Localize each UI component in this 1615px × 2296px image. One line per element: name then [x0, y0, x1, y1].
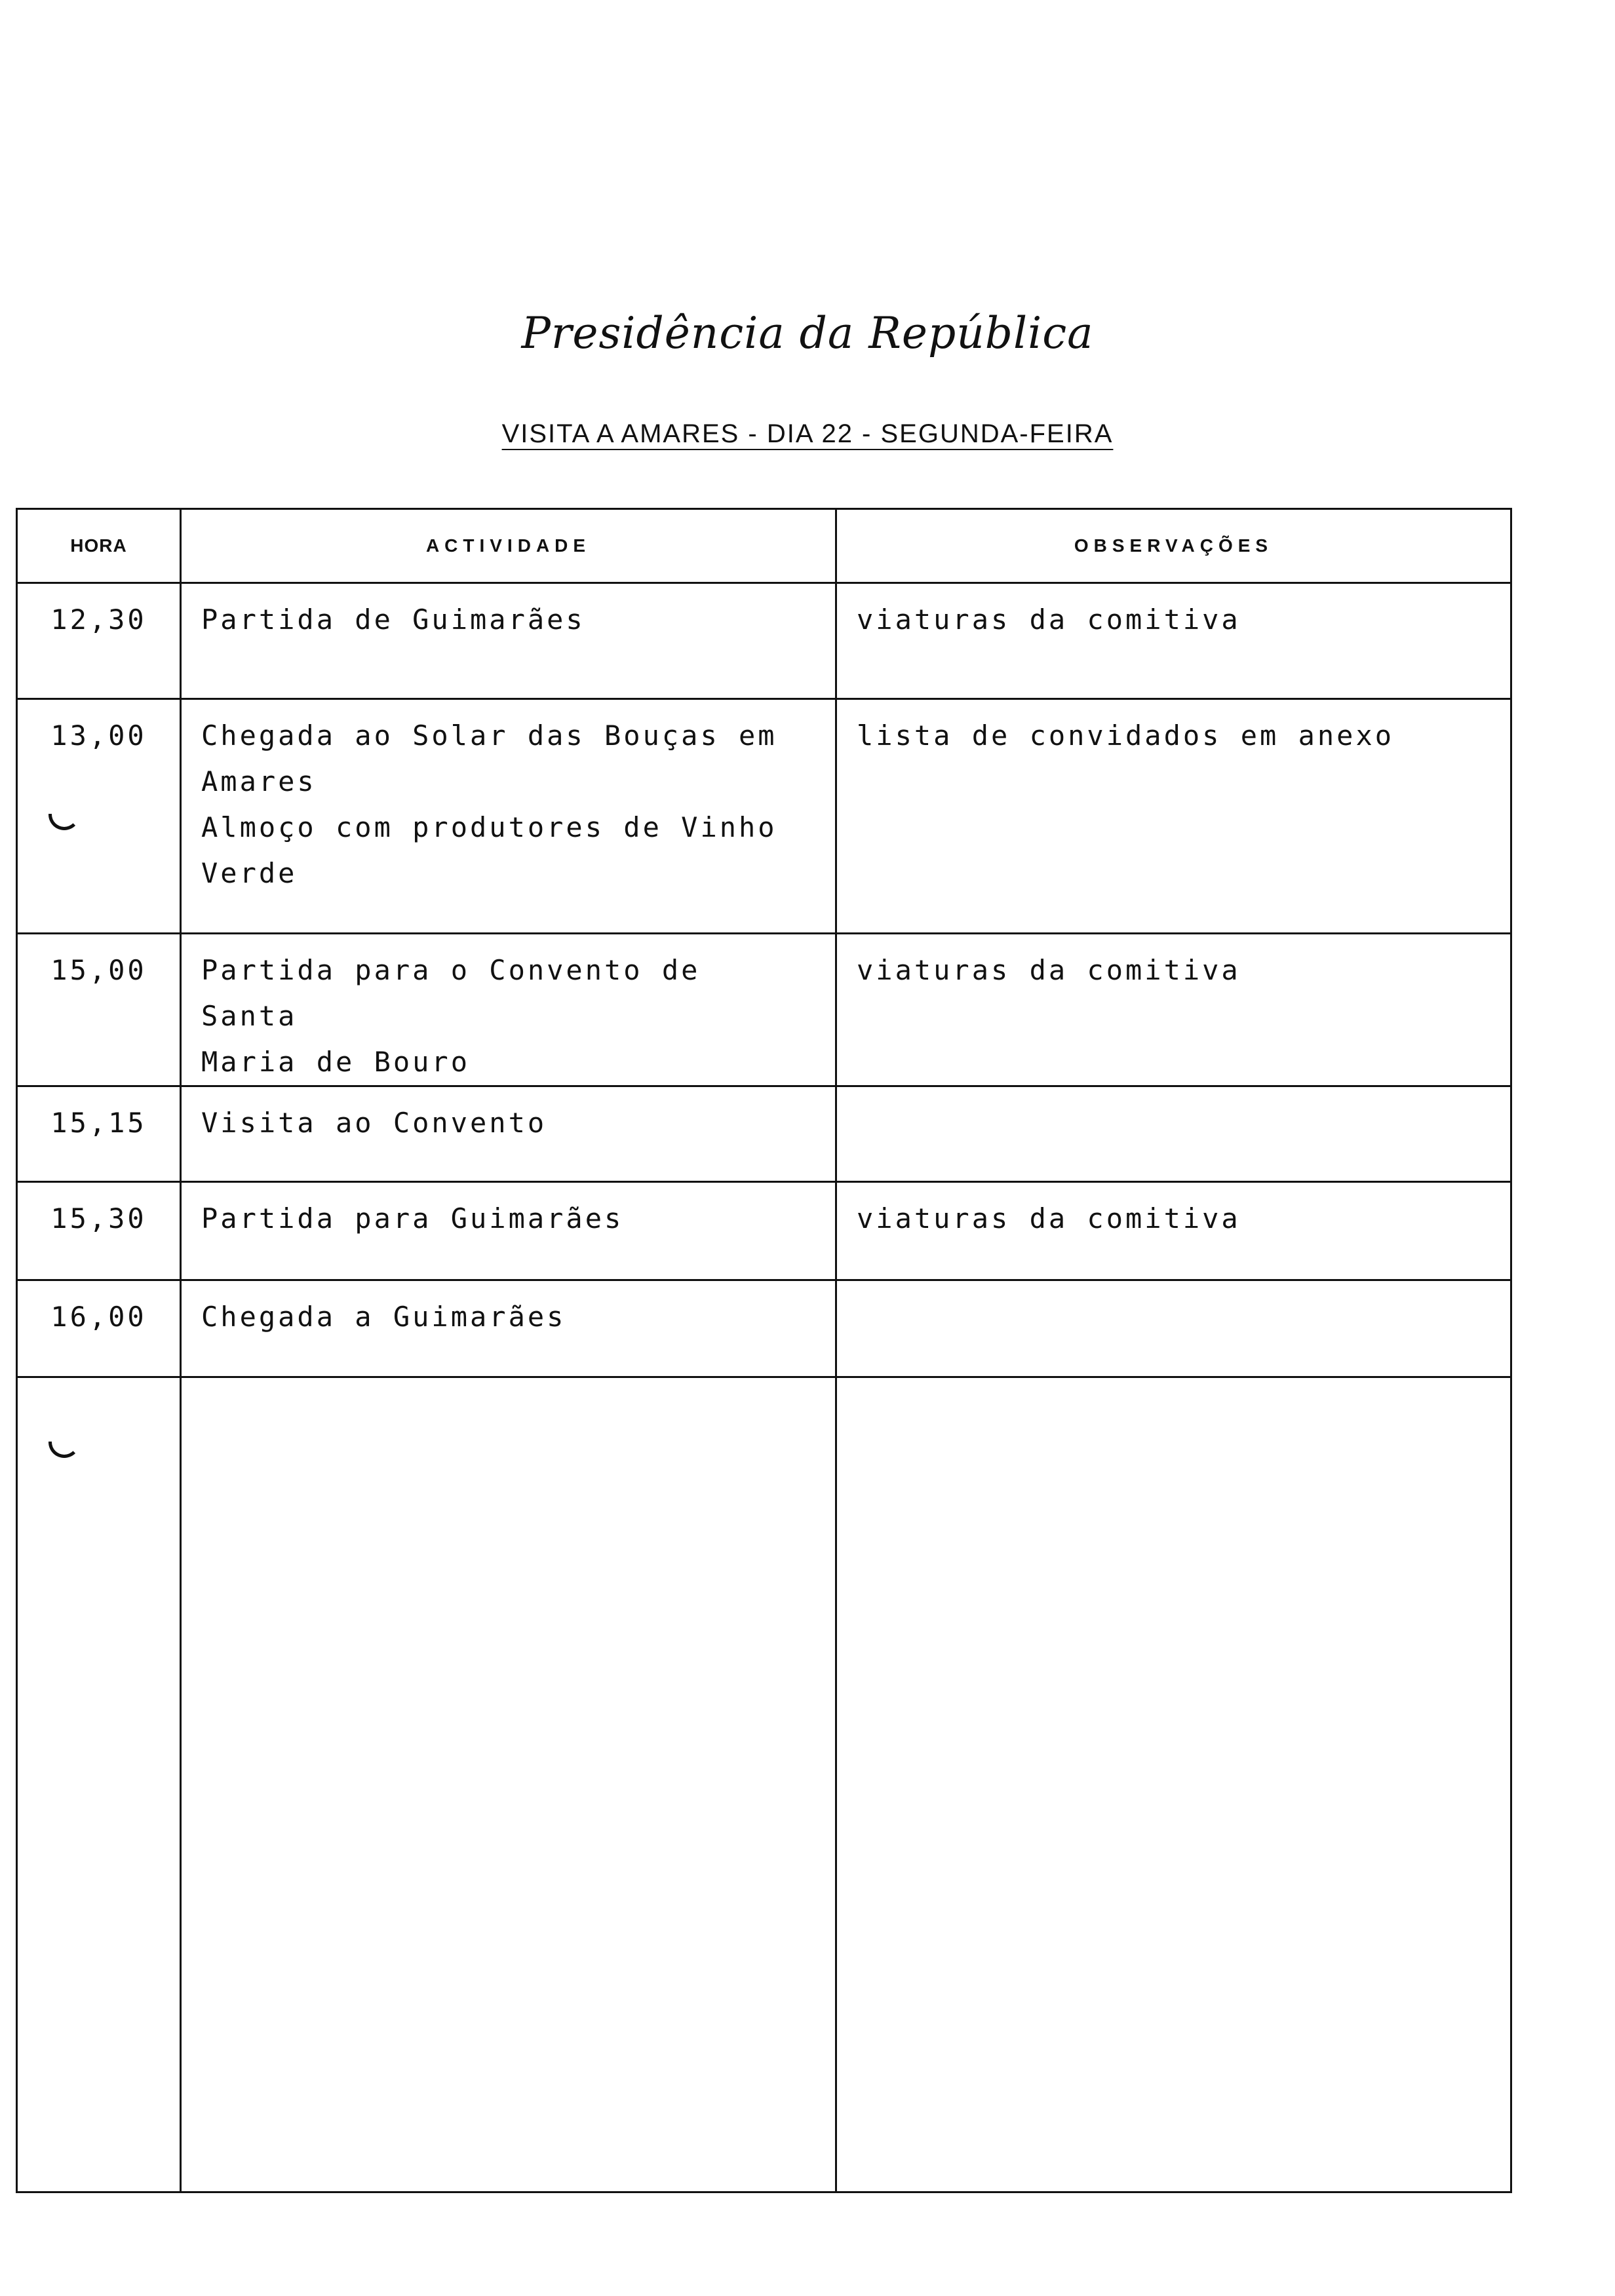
observacoes-value: viaturas da comitiva: [857, 603, 1241, 636]
table-row-empty: [17, 1377, 1511, 2192]
hora-value: 16,00: [50, 1301, 147, 1333]
hora-value: 13,00: [50, 719, 147, 752]
actividade-cell: [181, 1377, 836, 2192]
hora-cell: [17, 1377, 181, 2192]
hora-value: 15,15: [50, 1107, 147, 1139]
observacoes-value: [837, 1087, 1510, 1100]
hora-value: 12,30: [50, 603, 147, 636]
observacoes-value: [837, 1378, 1510, 1391]
hora-cell: [17, 934, 181, 1086]
observacoes-value: [837, 1281, 1510, 1294]
header-hora: HORA: [17, 509, 181, 583]
hora-cell: [17, 583, 181, 699]
observacoes-value: viaturas da comitiva: [857, 1202, 1241, 1234]
observacoes-value: viaturas da comitiva: [857, 954, 1241, 986]
actividade-value: [182, 1378, 835, 1391]
actividade-value: Chegada a Guimarães: [201, 1301, 566, 1333]
observacoes-cell: [836, 1086, 1511, 1182]
hora-cell: [17, 1280, 181, 1377]
table-row: [17, 1182, 1511, 1280]
header-actividade: ACTIVIDADE: [181, 509, 836, 583]
observacoes-cell: [836, 583, 1511, 699]
hora-value: [18, 1378, 180, 1391]
table-header-row: [17, 509, 1511, 583]
observacoes-cell: [836, 1280, 1511, 1377]
table-row: [17, 1280, 1511, 1377]
document-title-text: VISITA A AMARES - DIA 22 - SEGUNDA-FEIRA: [501, 419, 1114, 448]
table-row: [17, 1086, 1511, 1182]
header-observacoes: OBSERVAÇÕES: [836, 509, 1511, 583]
table-row: [17, 699, 1511, 934]
actividade-value: Chegada ao Solar das Bouças em Amares Almoço com produtores de Vinho Verde: [201, 719, 777, 889]
observacoes-value: lista de convidados em anexo: [857, 719, 1395, 752]
hora-value: 15,30: [50, 1202, 147, 1234]
hora-cell: [17, 1182, 181, 1280]
table-row: [17, 934, 1511, 1086]
document-title: [0, 419, 1615, 449]
hora-value: 15,00: [50, 954, 147, 986]
actividade-value: Visita ao Convento: [201, 1107, 547, 1139]
actividade-cell: [181, 1182, 836, 1280]
observacoes-cell: [836, 1377, 1511, 2192]
hora-cell: [17, 699, 181, 934]
letterhead-presidencia: Presidência da República: [521, 308, 1094, 358]
actividade-value: Partida de Guimarães: [201, 603, 585, 636]
observacoes-cell: [836, 699, 1511, 934]
schedule-table: [16, 508, 1512, 2193]
actividade-cell: [181, 583, 836, 699]
hora-cell: [17, 1086, 181, 1182]
actividade-value: Partida para Guimarães: [201, 1202, 624, 1234]
observacoes-cell: [836, 1182, 1511, 1280]
actividade-cell: [181, 699, 836, 934]
table-row: [17, 583, 1511, 699]
actividade-cell: [181, 934, 836, 1086]
actividade-cell: [181, 1280, 836, 1377]
actividade-cell: [181, 1086, 836, 1182]
observacoes-cell: [836, 934, 1511, 1086]
actividade-value: Partida para o Convento de Santa Maria de Bouro: [201, 954, 701, 1078]
